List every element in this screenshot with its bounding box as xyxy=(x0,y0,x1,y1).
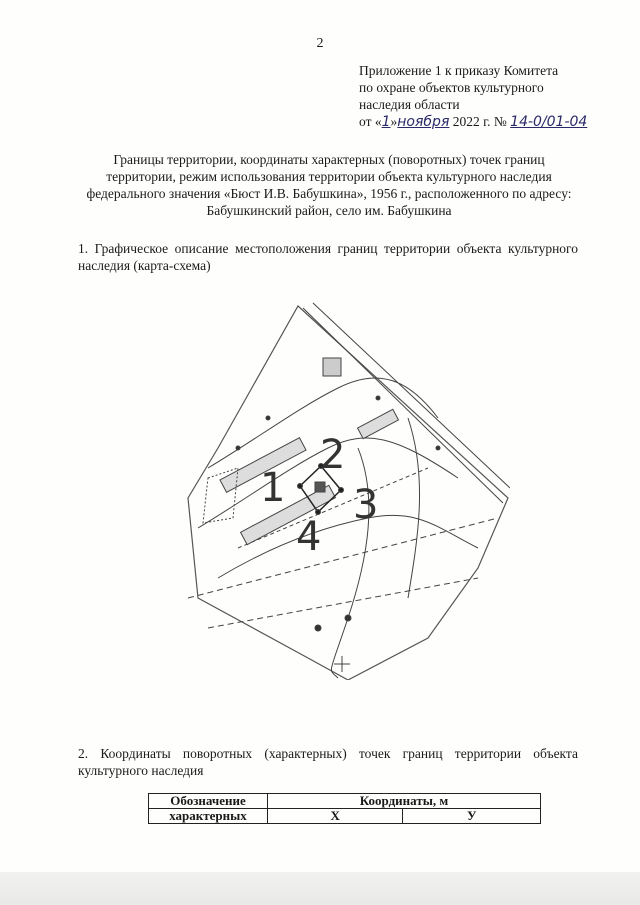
page-edge-shadow xyxy=(0,872,640,905)
dashed-line-2 xyxy=(208,578,478,628)
boundary-point-3 xyxy=(339,488,344,493)
document-title: Границы территории, координаты характерных (поворотных) точек границ территории, режим использования территории объекта культурного наследия федерального значения «Бюст И.В. Бабушкина», 1956 г., расположенного по адресу: Бабушкинский район, село им. Бабушкина xyxy=(86,152,572,218)
appendix-block xyxy=(359,62,619,131)
handwritten-day: 1 xyxy=(381,114,391,130)
date-mid: » xyxy=(390,114,398,129)
header-x: X xyxy=(268,809,403,824)
point-label-2: 2 xyxy=(320,432,346,478)
section-2-heading: 2. Координаты поворотных (характерных) точек границ территории объекта культурного наследия xyxy=(78,746,578,778)
coordinates-table xyxy=(148,793,541,824)
section-1-heading: 1. Графическое описание местоположения границ территории объекта культурного наследия (карта-схема) xyxy=(78,241,578,273)
point-label-1: 1 xyxy=(260,465,286,511)
contour-5 xyxy=(408,418,420,598)
header-coordinates: Координаты, м xyxy=(268,794,541,809)
handwritten-order-number: 14-0/01-04 xyxy=(510,114,588,130)
appendix-line-2: по охране объектов культурного xyxy=(359,80,544,95)
page-number: 2 xyxy=(316,36,324,51)
dashed-line-1 xyxy=(188,518,498,598)
handwritten-month: ноября xyxy=(397,114,450,130)
header-designation-2: характерных xyxy=(149,809,268,824)
date-prefix: от « xyxy=(359,114,382,129)
building-4 xyxy=(358,409,399,438)
header-designation-1: Обозначение xyxy=(149,794,268,809)
date-suffix: 2022 г. № xyxy=(449,114,507,129)
appendix-line-1: Приложение 1 к приказу Комитета xyxy=(359,63,559,78)
appendix-line-3: наследия области xyxy=(359,97,460,112)
appendix-date-line xyxy=(359,113,619,131)
header-y: У xyxy=(403,809,541,824)
monument-marker xyxy=(315,482,325,492)
boundary-point-1 xyxy=(298,484,303,489)
point-label-4: 4 xyxy=(296,514,322,560)
boundary-map-scheme xyxy=(178,298,510,680)
point-label-3: 3 xyxy=(353,482,379,528)
survey-cross xyxy=(334,656,350,672)
building-3 xyxy=(323,358,341,376)
